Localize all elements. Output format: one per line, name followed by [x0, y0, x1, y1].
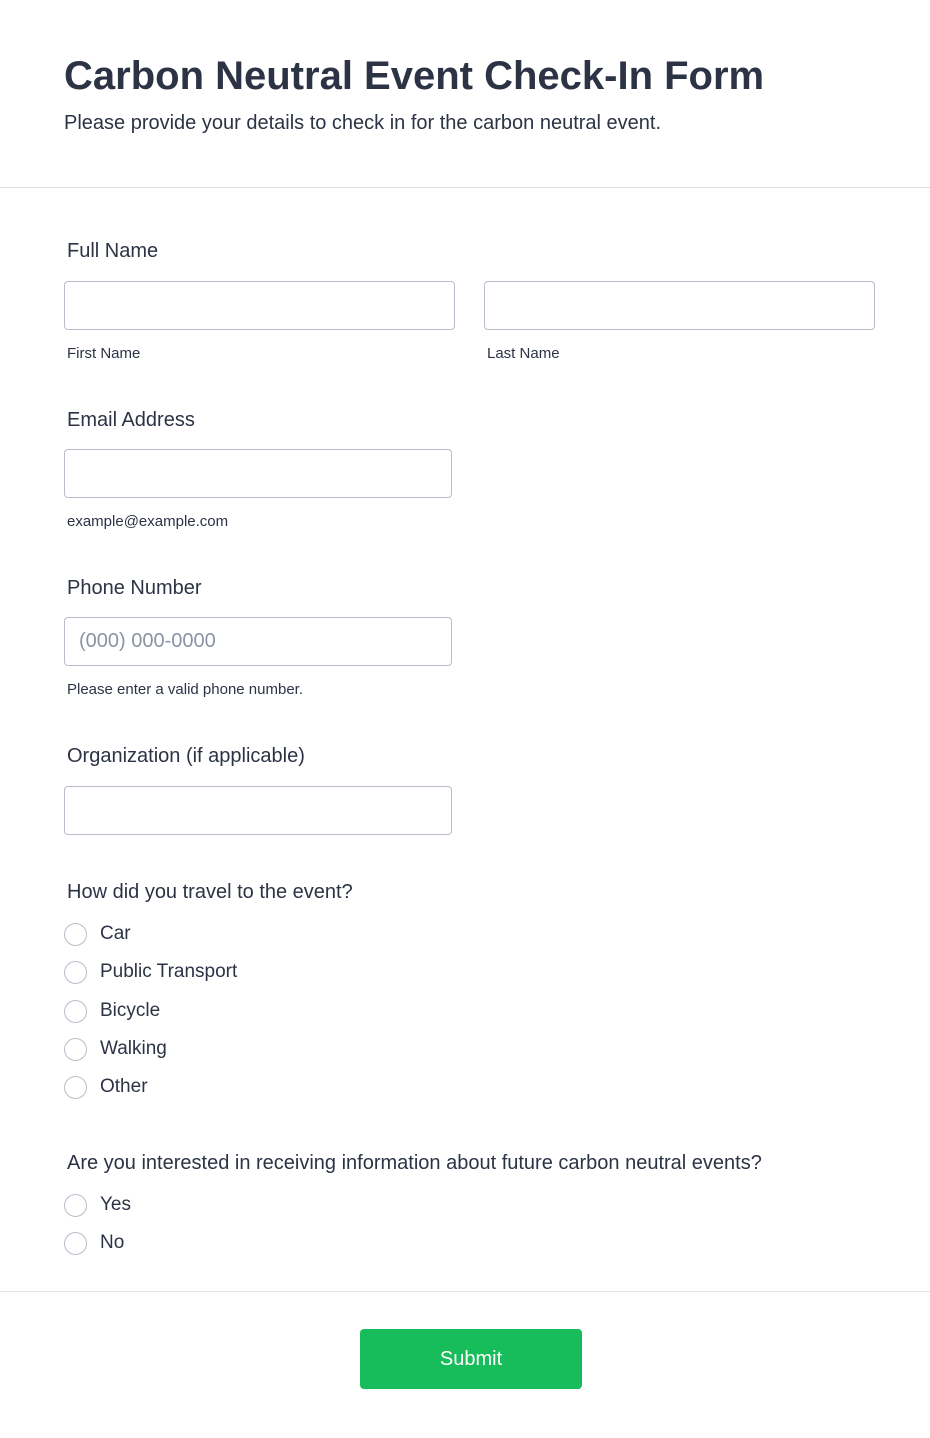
- radio-label: No: [100, 1232, 125, 1253]
- form-header: [0, 0, 930, 188]
- radio-button[interactable]: [64, 1038, 87, 1061]
- last-name-input[interactable]: [484, 281, 875, 330]
- radio-label: Public Transport: [100, 961, 238, 982]
- travel-option-other[interactable]: [64, 1074, 148, 1100]
- future-info-option-no[interactable]: [64, 1230, 124, 1256]
- first-name-sublabel: First Name: [67, 345, 141, 362]
- future-info-question: Are you interested in receiving information about future carbon neutral events?: [67, 1152, 762, 1174]
- radio-button[interactable]: [64, 1232, 87, 1255]
- phone-sublabel: Please enter a valid phone number.: [67, 681, 303, 698]
- radio-label: Walking: [100, 1038, 167, 1059]
- travel-option-car[interactable]: [64, 921, 131, 947]
- organization-label: Organization (if applicable): [67, 745, 305, 767]
- last-name-sublabel: Last Name: [487, 345, 560, 362]
- full-name-label: Full Name: [67, 240, 159, 262]
- submit-button[interactable]: Submit: [360, 1329, 582, 1389]
- email-sublabel: example@example.com: [67, 513, 229, 530]
- travel-option-bicycle[interactable]: [64, 998, 160, 1024]
- phone-label: Phone Number: [67, 577, 202, 599]
- radio-button[interactable]: [64, 1194, 87, 1217]
- email-input[interactable]: [64, 449, 452, 498]
- radio-label: Car: [100, 923, 131, 944]
- phone-input[interactable]: [64, 617, 452, 666]
- future-info-option-yes[interactable]: [64, 1192, 131, 1218]
- travel-option-public-transport[interactable]: [64, 959, 237, 985]
- radio-label: Yes: [100, 1194, 131, 1215]
- footer-divider: [0, 1291, 930, 1292]
- travel-option-walking[interactable]: [64, 1036, 167, 1062]
- page-subtitle: Please provide your details to check in for the carbon neutral event.: [64, 112, 662, 134]
- radio-button[interactable]: [64, 1076, 87, 1099]
- radio-button[interactable]: [64, 923, 87, 946]
- first-name-input[interactable]: [64, 281, 455, 330]
- radio-button[interactable]: [64, 961, 87, 984]
- radio-label: Other: [100, 1076, 148, 1097]
- radio-button[interactable]: [64, 1000, 87, 1023]
- radio-label: Bicycle: [100, 1000, 161, 1021]
- organization-input[interactable]: [64, 786, 452, 835]
- page-title: Carbon Neutral Event Check-In Form: [64, 54, 765, 98]
- email-label: Email Address: [67, 409, 195, 431]
- travel-question: How did you travel to the event?: [67, 881, 353, 903]
